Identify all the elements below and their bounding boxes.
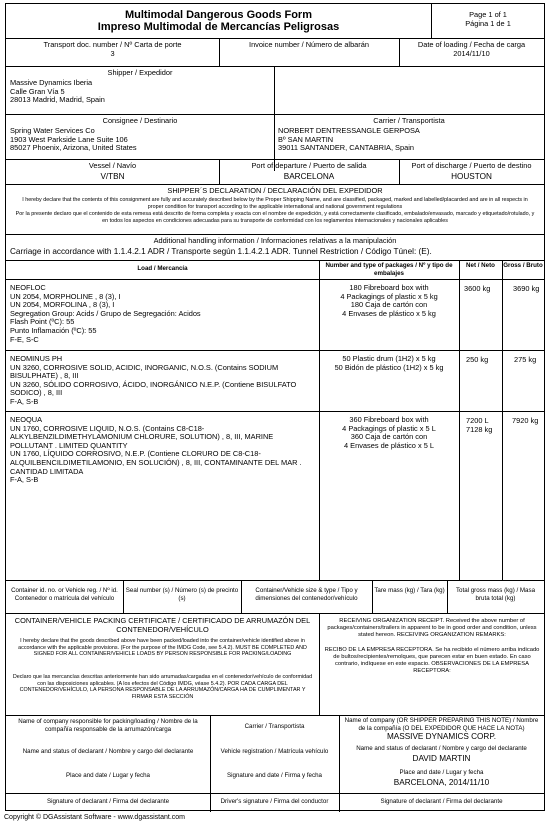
additional-handling-value[interactable]: Carriage in accordance with 1.1.4.2.1 ADR / Transporte según 1.1.4.2.1 ADR. Tunnel Restriction / Código Túnel: (E). — [10, 247, 432, 256]
divider — [339, 793, 544, 794]
goods-packages[interactable]: 50 Plastic drum (1H2) x 5 kg 50 Bidón de plástico (1H2) x 5 kg — [334, 354, 444, 372]
divider — [6, 184, 544, 185]
consignee-address[interactable]: Spring Water Services Co 1903 West Parkside Lane Suite 106 85027 Phoenix, Arizona, United States — [10, 126, 137, 153]
shipper-label: Shipper / Expedidor — [107, 68, 173, 77]
tare-mass-label: Tare mass (kg) / Tara (kg) — [374, 587, 445, 594]
divider — [6, 793, 210, 794]
receipt-text-en: RECEIVING ORGANIZATION RECEIPT. Received the above number of packages/containers/trailers in apparent to be in good order and condition, unless stated hereon. RECEIVING ORGANIZATION REMARKS: — [327, 618, 537, 638]
divider — [6, 279, 544, 280]
form-title-es: Impreso Multimodal de Mercancías Peligrosas — [97, 21, 340, 33]
goods-load[interactable]: NEOFLOC UN 2054, MORPHOLINE , 8 (3), I UN 2054, MORFOLINA , 8 (3), I Segregation Group: Acids / Grupo de Segregación: Acidos Flash Point (ºC): 55 Punto Inflamación (ºC): 55 F-E, S-C — [10, 283, 201, 344]
goods-load[interactable]: NEOMINUS PH UN 3260, CORROSIVE SOLID, ACIDIC, INORGANIC, N.O.S. (Contains SODIUM BISULPHATE) , 8, III UN 3260, SÓLIDO CORROSIVO, ÁCIDO, INORGÁNICO N.E.P. (Contiene BISULFATO SODICO) , 8, III F-A, S-B — [10, 354, 297, 406]
divider — [6, 613, 544, 614]
divider — [6, 66, 544, 67]
divider — [210, 793, 339, 794]
total-gross-mass-label: Total gross mass (kg) / Masa bruta total (kg) — [455, 587, 536, 602]
shipper-address[interactable]: Massive Dynamics Iberia Calle Gran Vía 5 28013 Madrid, Madrid, Spain — [10, 78, 105, 105]
invoice-label: Invoice number / Número de albarán — [249, 40, 369, 49]
declaration-text-en: I hereby declare that the contents of this consignment are fully and accurately described below by the Proper Shipping Name, and are classified, packaged, marked and labelled/placarded and are in all respects in proper condition for transport according to the applicable international and national government regulations — [22, 197, 528, 210]
declarant-signature-label: Signature of declarant / Firma del declarante — [46, 798, 170, 805]
transport-doc-value[interactable]: 3 — [110, 49, 115, 58]
vessel-value[interactable]: V/TBN — [100, 172, 125, 181]
preparer-name-value[interactable]: DAVID MARTIN — [412, 754, 471, 763]
loading-date-value[interactable]: 2014/11/10 — [453, 49, 490, 58]
divider — [6, 580, 544, 581]
divider — [6, 411, 544, 412]
goods-net[interactable]: 7200 L 7128 kg — [466, 416, 493, 434]
discharge-port-value[interactable]: HOUSTON — [451, 172, 492, 181]
divider — [459, 260, 460, 580]
goods-gross[interactable]: 275 kg — [514, 355, 537, 364]
goods-gross[interactable]: 3690 kg — [513, 284, 540, 293]
divider — [502, 260, 503, 580]
dangerous-goods-form — [5, 3, 545, 811]
form-title-en: Multimodal Dangerous Goods Form — [124, 9, 312, 21]
goods-load[interactable]: NEOQUA UN 1760, CORROSIVE LIQUID, N.O.S. (Contains C8-C18-ALKYLBENZILDIMETHYLAMONIUM CHLORURE, SOLUTION) , 8, III, MARINE POLLUTANT . LIMITED QUANTITY UN 1760, LÍQUIDO CORROSIVO, N.E.P. (Contiene CLORURO DE C8-C18-ALQUILBENCILDIMETILAMONIO, EN SOLUCIÓN) , 8, III, CONTAMINANTE DEL MAR . CANTIDAD LIMITADA F-A, S-B — [10, 415, 302, 485]
container-size-label: Container/Vehicle size & type / Tipo y dimensiones del contenedor/vehículo — [255, 587, 358, 602]
divider — [6, 260, 544, 261]
divider — [372, 580, 373, 613]
driver-signature-label: Driver's signature / Firma del conductor — [220, 798, 329, 805]
departure-port-label: Port of departure / Puerto de salida — [251, 161, 367, 170]
column-header-packages: Number and type of packages / Nº y tipo de embalajes — [325, 262, 453, 277]
discharge-port-label: Port of discharge / Puerto de destino — [411, 161, 532, 170]
declarant-name-label: Name and status of declarant / Nombre y cargo del declarante — [22, 748, 194, 755]
declaration-text-es: Por la presente declaro que el contenido de esta remesa está descrito de forma completa y exacta con el nombre de expedición, y está correctamente clasificado, embalado/envasado, marcado y etiquetado/rotulado, y en todos los aspectos en condiciones adecuadas para su transporte de conformidad con los reglamentos internacionales y nacionales aplicables — [15, 211, 535, 224]
loading-date-label: Date of loading / Fecha de carga — [417, 40, 526, 49]
carrier-sign-label: Carrier / Transportista — [244, 723, 305, 730]
copyright-footer: Copyright © DGAssistant Software - www.dgassistant.com — [4, 814, 185, 821]
packing-certificate-text-en: I hereby declare that the goods described above have been packed/loaded into the container/vehicle identified above in accordance with the applicable provisions. (For the purpose of the IMDG Code, see 5.4.2). MUST BE COMPLETED AND SIGNED FOR ALL CONTAINER/VEHICLE LOADS BY PERSON RESPONSIBLE FOR PACKING/LOADING — [18, 638, 307, 658]
goods-packages[interactable]: 360 Fibreboard box with 4 Packagings of plastic x 5 L 360 Caja de cartón con 4 Envases de plástico x 5 L — [342, 415, 436, 450]
column-header-net: Net / Neto — [466, 262, 495, 269]
packing-certificate-title: CONTAINER/VEHICLE PACKING CERTIFICATE / CERTIFICADO DE ARRUMAZÓN DEL CONTENEDOR/VEHÍCULO — [14, 616, 311, 634]
preparer-signature-label: Signature of declarant / Firma del declarante — [380, 798, 503, 805]
vessel-label: Vessel / Navío — [88, 161, 137, 170]
preparer-name-label: Name and status of declarant / Nombre y cargo del declarante — [356, 745, 527, 752]
divider — [6, 350, 544, 351]
signature-date-label: Signature and date / Firma y fecha — [227, 772, 322, 779]
column-header-load: Load / Mercancía — [137, 265, 188, 272]
divider — [123, 580, 124, 613]
page-number-es: Página 1 de 1 — [465, 19, 511, 28]
goods-packages[interactable]: 180 Fibreboard box with 4 Packagings of plastic x 5 kg 180 Caja de cartón con 4 Envases de plástico x 5 kg — [340, 283, 438, 318]
divider — [6, 234, 544, 235]
consignee-label: Consignee / Destinario — [102, 116, 178, 125]
vehicle-registration-label: Vehicle registration / Matrícula vehículo — [220, 748, 329, 755]
receipt-text-es: RECIBO DE LA EMPRESA RECEPTORA. Se ha recibido el número arriba indicado de bultos/recipientes/remolques, que parecen estar en buen estado. En caso contrario, indíquese en este espacio. OBSERVACIONES DE LA EMPRESA RECEPTORA: — [324, 647, 540, 674]
transport-doc-label: Transport doc. number / Nº Carta de porte — [43, 40, 182, 49]
divider — [6, 159, 544, 160]
additional-handling-label: Additional handling information / Informaciones relativas a la manipulación — [153, 236, 397, 245]
preparer-company-label: Name of company (OR SHIPPER PREPARING THIS NOTE) / Nombre de la compañía (O DEL EXPEDIDOR QUE HACE LA NOTA) — [344, 717, 539, 732]
divider — [6, 715, 544, 716]
packing-company-label: Name of company responsible for packing/loading / Nombre de la compañía responsable de la arrumazón/carga — [18, 718, 198, 733]
goods-net[interactable]: 3600 kg — [464, 284, 491, 293]
divider — [6, 38, 544, 39]
declaration-title: SHIPPER´S DECLARATION / DECLARACIÓN DEL EXPEDIDOR — [167, 186, 383, 195]
departure-port-value[interactable]: BARCELONA — [283, 172, 335, 181]
preparer-place-date-label: Place and date / Lugar y fecha — [399, 769, 484, 776]
container-id-label: Container id. no. or Vehicle reg. / Nº id. Contenedor o matrícula del vehículo — [11, 587, 118, 602]
column-header-gross: Gross / Bruto — [503, 262, 543, 269]
carrier-label: Carrier / Transportista — [373, 116, 445, 125]
preparer-company-value[interactable]: MASSIVE DYNAMICS CORP. — [386, 732, 497, 741]
place-date-label: Place and date / Lugar y fecha — [66, 772, 150, 779]
goods-net[interactable]: 250 kg — [466, 355, 489, 364]
preparer-place-date-value[interactable]: BARCELONA, 2014/11/10 — [393, 778, 490, 787]
divider — [447, 580, 448, 613]
goods-gross[interactable]: 7920 kg — [512, 416, 539, 425]
seal-number-label: Seal number (s) / Número (s) de precinto (s) — [125, 587, 239, 602]
page-number-en: Page 1 of 1 — [469, 10, 507, 19]
divider — [6, 114, 544, 115]
divider — [319, 613, 320, 715]
divider — [339, 715, 340, 812]
carrier-address[interactable]: NORBERT DENTRESSANGLE GERPOSA Bº SAN MARTIN 39011 SANTANDER, CANTABRIA, Spain — [278, 126, 420, 153]
divider — [241, 580, 242, 613]
packing-certificate-text-es: Declaro que las mercancías descritas anteriormente han sido arrumadas/cargadas en el contenedor/vehículo de conformidad con las disposiciones aplicables. (A los efectos del Código IMDG, véase 5.4.2). POR CADA CARGA DEL CONTENEDOR/VEHÍCULO, LA PERSONA RESPONSABLE DE LA ARRUMAZÓN/CARGA HA DE CUMPLIMENTAR Y FIRMAR ESTA SECCIÓN — [12, 674, 313, 700]
